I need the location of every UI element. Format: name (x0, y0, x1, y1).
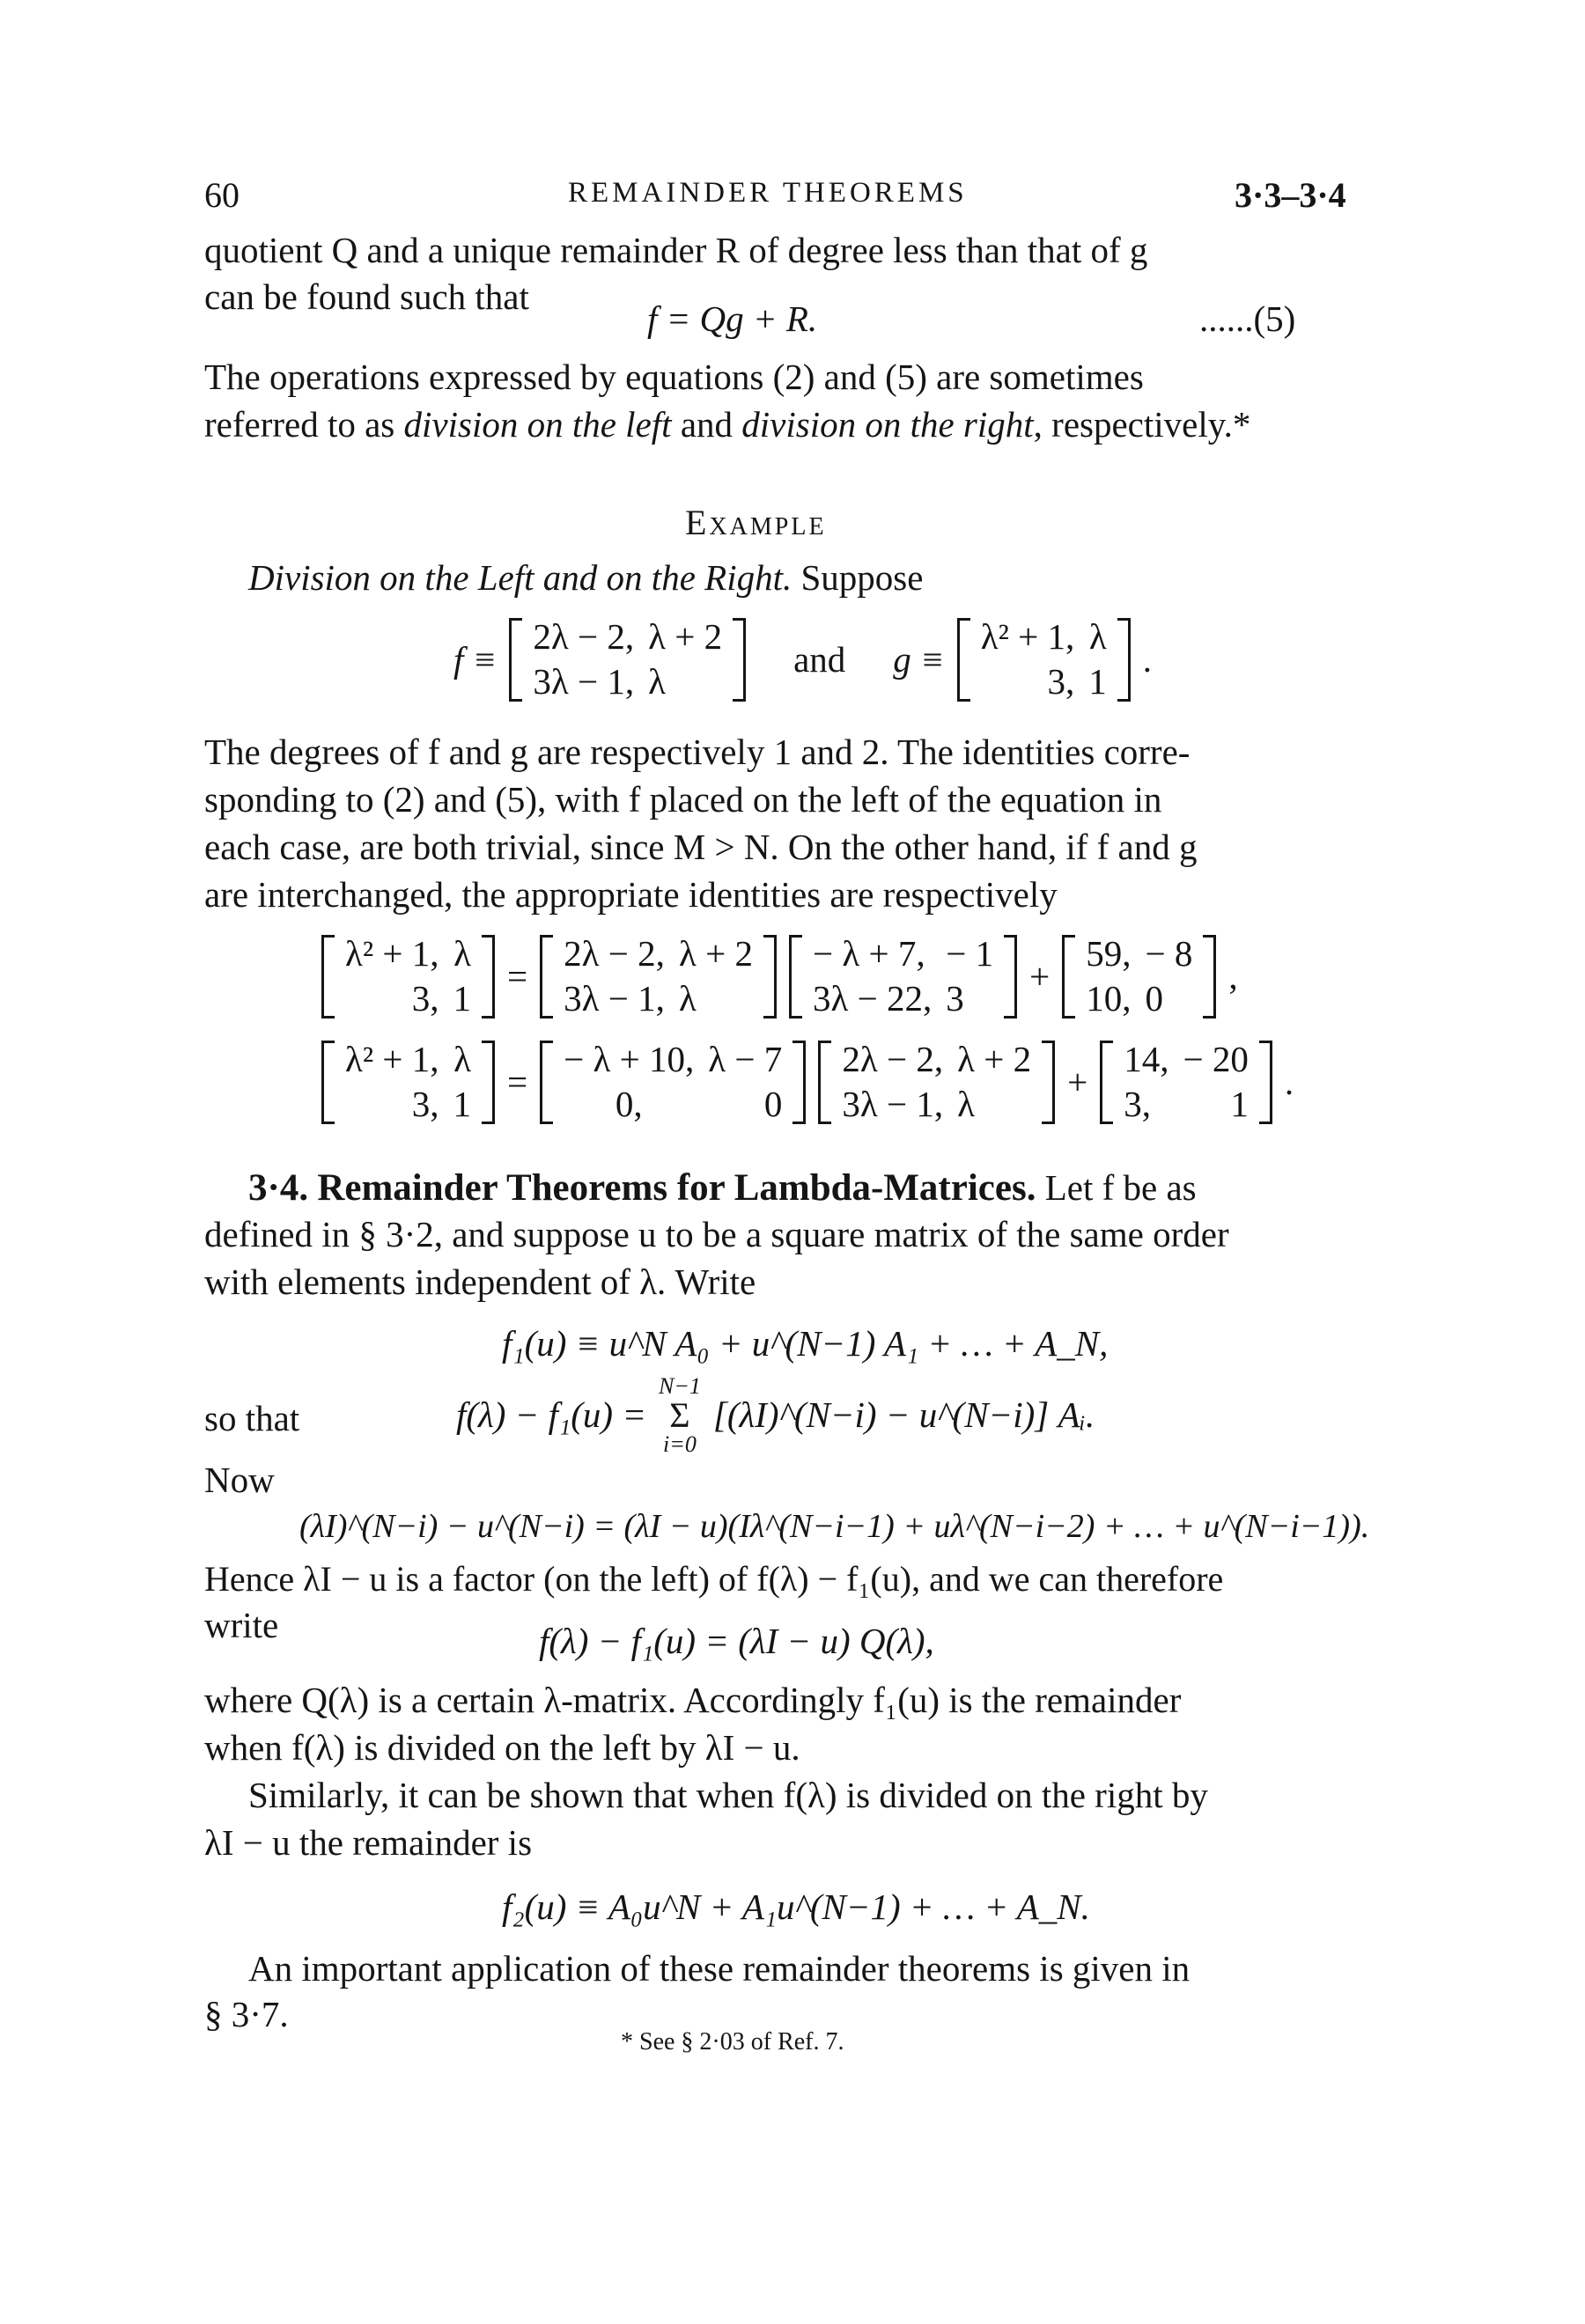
g-def-tail: . (1142, 638, 1153, 680)
f-def-lhs: f ≡ (453, 638, 498, 680)
matrix-cell: 10, (1086, 978, 1132, 1019)
section-heading-line (248, 1164, 1197, 1213)
so-that-label: so that (204, 1398, 300, 1438)
para2-text-c: , respectively.* (1033, 404, 1251, 445)
identity1-matrix-3 (789, 935, 1017, 1019)
identity2-matrix-3 (818, 1041, 1055, 1124)
sum-lower-limit: i=0 (663, 1431, 697, 1457)
identity2-matrix-1 (321, 1041, 495, 1124)
para3-line1: The degrees of f and g are respectively 1 and 2. The identities corre- (204, 732, 1191, 772)
plus-sign: + (1029, 955, 1051, 997)
matrix-cell: 2λ − 2, (564, 933, 665, 974)
identity1-matrix-1 (321, 935, 495, 1019)
identity2-matrix-4 (1100, 1041, 1272, 1124)
g-def-lhs: g ≡ (893, 638, 945, 680)
matrix-cell: λ − 7 (708, 1039, 783, 1079)
matrix-cell: 3 (946, 978, 964, 1019)
matrix-cell: 3, (411, 1084, 439, 1125)
matrix-cell: 14, (1124, 1039, 1169, 1079)
matrix-cell: 3, (411, 978, 439, 1019)
matrix-cell: 59, (1086, 933, 1132, 974)
identity1-matrix-4 (1062, 935, 1216, 1019)
equals-sign: = (507, 1061, 528, 1102)
matrix-cell: λ² + 1, (980, 616, 1075, 657)
para2-text-b: and (671, 404, 742, 445)
matrix-cell: − 8 (1145, 933, 1193, 974)
para5-line2: λI − u the remainder is (204, 1822, 533, 1863)
matrix-cell: 1 (453, 978, 472, 1019)
matrix-cell: 1 (1230, 1084, 1249, 1125)
example-definitions (453, 618, 1152, 702)
matrix-cell: λ (957, 1084, 975, 1125)
matrix-cell: 2λ − 2, (842, 1039, 944, 1079)
matrix-cell: 3λ − 1, (564, 978, 665, 1019)
matrix-cell: 3, (1124, 1084, 1151, 1125)
para3-line2: sponding to (2) and (5), with f placed on the left of the equation in (204, 779, 1162, 820)
sum-rhs: [(λI)^(N−i) − u^(N−i)] Aᵢ. (712, 1394, 1095, 1436)
example-subtitle (248, 555, 923, 601)
identity1-tail: , (1228, 955, 1238, 997)
sum-upper-limit: N−1 (659, 1373, 701, 1399)
matrix-g (957, 618, 1131, 702)
and-word: and (793, 638, 846, 680)
para2-italic-2: division on the right (741, 404, 1034, 445)
para1-line2: can be found such that (204, 276, 529, 317)
equation-f2: f₂(u) ≡ A₀u^N + A₁u^(N−1) + … + A_N. (502, 1886, 1090, 1927)
sum-symbol: Σ (669, 1395, 690, 1435)
matrix-cell: 1 (1088, 661, 1107, 702)
section-line2: defined in § 3·2, and suppose u to be a square matrix of the same order (204, 1214, 1229, 1254)
section-number: 3·4. (248, 1167, 309, 1209)
matrix-cell: λ² + 1, (345, 1039, 439, 1079)
summation (659, 1375, 701, 1456)
matrix-cell: − 1 (946, 933, 994, 974)
matrix-cell: λ + 2 (957, 1039, 1032, 1079)
para6-line2: § 3·7. (204, 1994, 289, 2034)
para2-italic-1: division on the left (403, 404, 672, 445)
matrix-cell: − λ + 10, (564, 1039, 695, 1079)
footnote: * See § 2·03 of Ref. 7. (621, 2028, 844, 2056)
matrix-cell: 0, (615, 1084, 643, 1125)
section-title: Remainder Theorems for Lambda-Matrices. (317, 1167, 1036, 1209)
matrix-cell: λ + 2 (648, 616, 723, 657)
identity-2 (321, 1041, 1294, 1124)
example-subtitle-italic: Division on the Left and on the Right. (248, 557, 792, 598)
para3-line3: each case, are both trivial, since M > N. On the other hand, if f and g (204, 827, 1198, 867)
section-line1-rest: Let f be as (1036, 1167, 1197, 1208)
matrix-cell: 3λ − 1, (533, 661, 635, 702)
matrix-cell: 0 (763, 1084, 783, 1125)
identity-1 (321, 935, 1238, 1019)
matrix-f (509, 618, 746, 702)
identity2-matrix-2 (540, 1041, 806, 1124)
example-heading: Example (685, 503, 827, 542)
example-subtitle-rest: Suppose (792, 557, 924, 598)
matrix-cell: − 20 (1183, 1039, 1249, 1079)
para2-line1: The operations expressed by equations (2) and (5) are sometimes (204, 357, 1144, 397)
matrix-cell: 0 (1145, 978, 1163, 1019)
equation-number-5: ......(5) (1199, 298, 1296, 339)
para3-line4: are interchanged, the appropriate identities are respectively (204, 874, 1058, 915)
matrix-cell: 3λ − 1, (842, 1084, 944, 1125)
para4-line1: Hence λI − u is a factor (on the left) of f(λ) − f₁(u), and we can therefore (204, 1559, 1224, 1599)
para4-line4: when f(λ) is divided on the left by λI − u. (204, 1727, 800, 1768)
matrix-cell: λ + 2 (678, 933, 753, 974)
matrix-cell: 3λ − 22, (812, 978, 933, 1019)
para1-line1: quotient Q and a unique remainder R of degree less than that of g (204, 230, 1148, 270)
para5-line1: Similarly, it can be shown that when f(λ) is divided on the right by (248, 1775, 1208, 1815)
now-word: Now (204, 1460, 275, 1500)
identity1-matrix-2 (540, 935, 777, 1019)
para4-line3: where Q(λ) is a certain λ-matrix. Accordingly f₁(u) is the remainder (204, 1680, 1182, 1720)
section-range: 3·3–3·4 (1235, 175, 1346, 215)
plus-sign: + (1067, 1061, 1088, 1102)
matrix-cell: 3, (1047, 661, 1075, 702)
equation-sum (456, 1375, 1095, 1456)
matrix-cell: 2λ − 2, (533, 616, 635, 657)
para4-line2-text: write (204, 1605, 279, 1645)
matrix-cell: λ (453, 1039, 472, 1079)
matrix-cell: λ (1088, 616, 1107, 657)
para2-line2 (204, 401, 1250, 448)
sum-lhs: f(λ) − f₁(u) = (456, 1394, 646, 1436)
para2-text-a: referred to as (204, 404, 404, 445)
identity2-tail: . (1284, 1061, 1294, 1102)
equation-5: f = Qg + R. (647, 298, 818, 339)
matrix-cell: λ (678, 978, 697, 1019)
equals-sign: = (507, 955, 528, 997)
matrix-cell: λ (453, 933, 472, 974)
running-title: REMAINDER THEOREMS (568, 177, 968, 209)
para6-line1: An important application of these remainder theorems is given in (248, 1948, 1191, 1989)
matrix-cell: λ² + 1, (345, 933, 439, 974)
section-line3: with elements independent of λ. Write (204, 1261, 756, 1302)
matrix-cell: λ (648, 661, 666, 702)
matrix-cell: 1 (453, 1084, 472, 1125)
matrix-cell: − λ + 7, (812, 933, 925, 974)
equation-f1: f₁(u) ≡ u^N A₀ + u^(N−1) A₁ + … + A_N, (502, 1323, 1109, 1364)
equation-q: f(λ) − f₁(u) = (λI − u) Q(λ), (539, 1621, 934, 1661)
equation-factor: (λI)^(N−i) − u^(N−i) = (λI − u)(Iλ^(N−i−1) + uλ^(N−i−2) + … + u^(N−i−1)). (299, 1508, 1370, 1545)
page-number: 60 (204, 175, 240, 215)
